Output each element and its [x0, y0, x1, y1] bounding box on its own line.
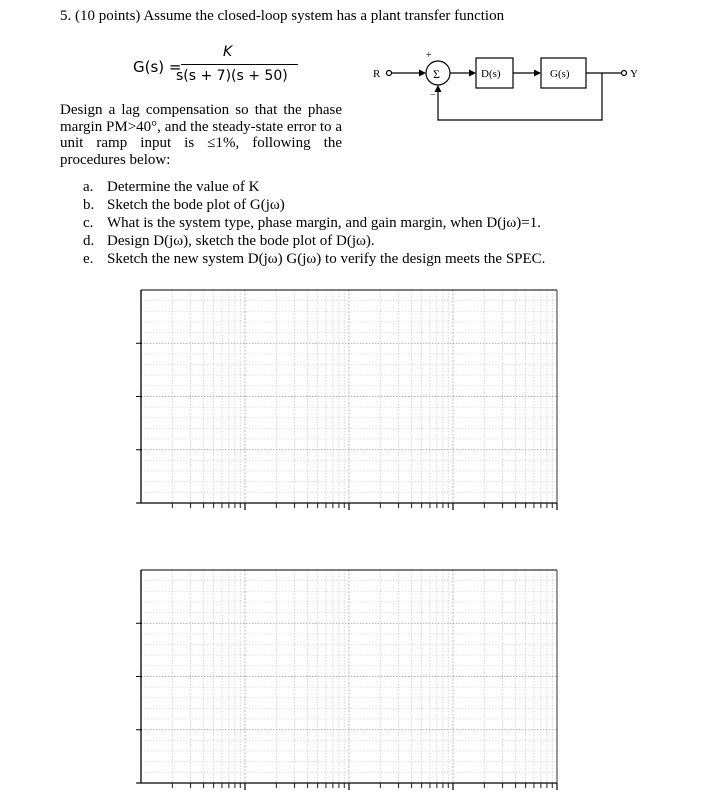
fraction-bar: [181, 64, 298, 65]
task-item: c. What is the system type, phase margin, and gain margin, when D(jω)=1.: [83, 215, 541, 231]
task-item: e. Sketch the new system D(jω) G(jω) to verify the design meets the SPEC.: [83, 251, 546, 267]
problem-paragraph: Design a lag compensation so that the phase margin PM>40°, and the steady-state error to a unit ramp input is ≤1%, following the procedures below:: [60, 102, 342, 168]
transfer-function-lhs: G(s) =: [133, 58, 182, 76]
block-diagram: [370, 38, 670, 134]
plus-sign: +: [426, 50, 432, 61]
bode-grid-magnitude: [136, 290, 557, 510]
bode-grid-phase: [136, 570, 557, 790]
output-terminal: [622, 71, 627, 76]
input-label: R: [373, 68, 381, 80]
sum-symbol: Σ: [433, 67, 440, 81]
task-list: [83, 178, 545, 268]
plant-label: G(s): [550, 68, 570, 80]
task-item: b. Sketch the bode plot of G(jω): [83, 197, 285, 213]
output-label: Y: [630, 68, 638, 80]
transfer-function-denominator: s(s + 7)(s + 50): [176, 68, 288, 84]
feedback-path: [438, 73, 602, 120]
task-item: d. Design D(jω), sketch the bode plot of D(jω).: [83, 233, 375, 249]
compensator-label: D(s): [481, 68, 501, 80]
minus-sign: −: [430, 90, 436, 101]
input-terminal: [387, 71, 392, 76]
task-item: a. Determine the value of K: [83, 179, 260, 195]
problem-header: 5. (10 points) Assume the closed-loop system has a plant transfer function: [60, 8, 505, 24]
transfer-function-numerator: K: [223, 44, 233, 60]
